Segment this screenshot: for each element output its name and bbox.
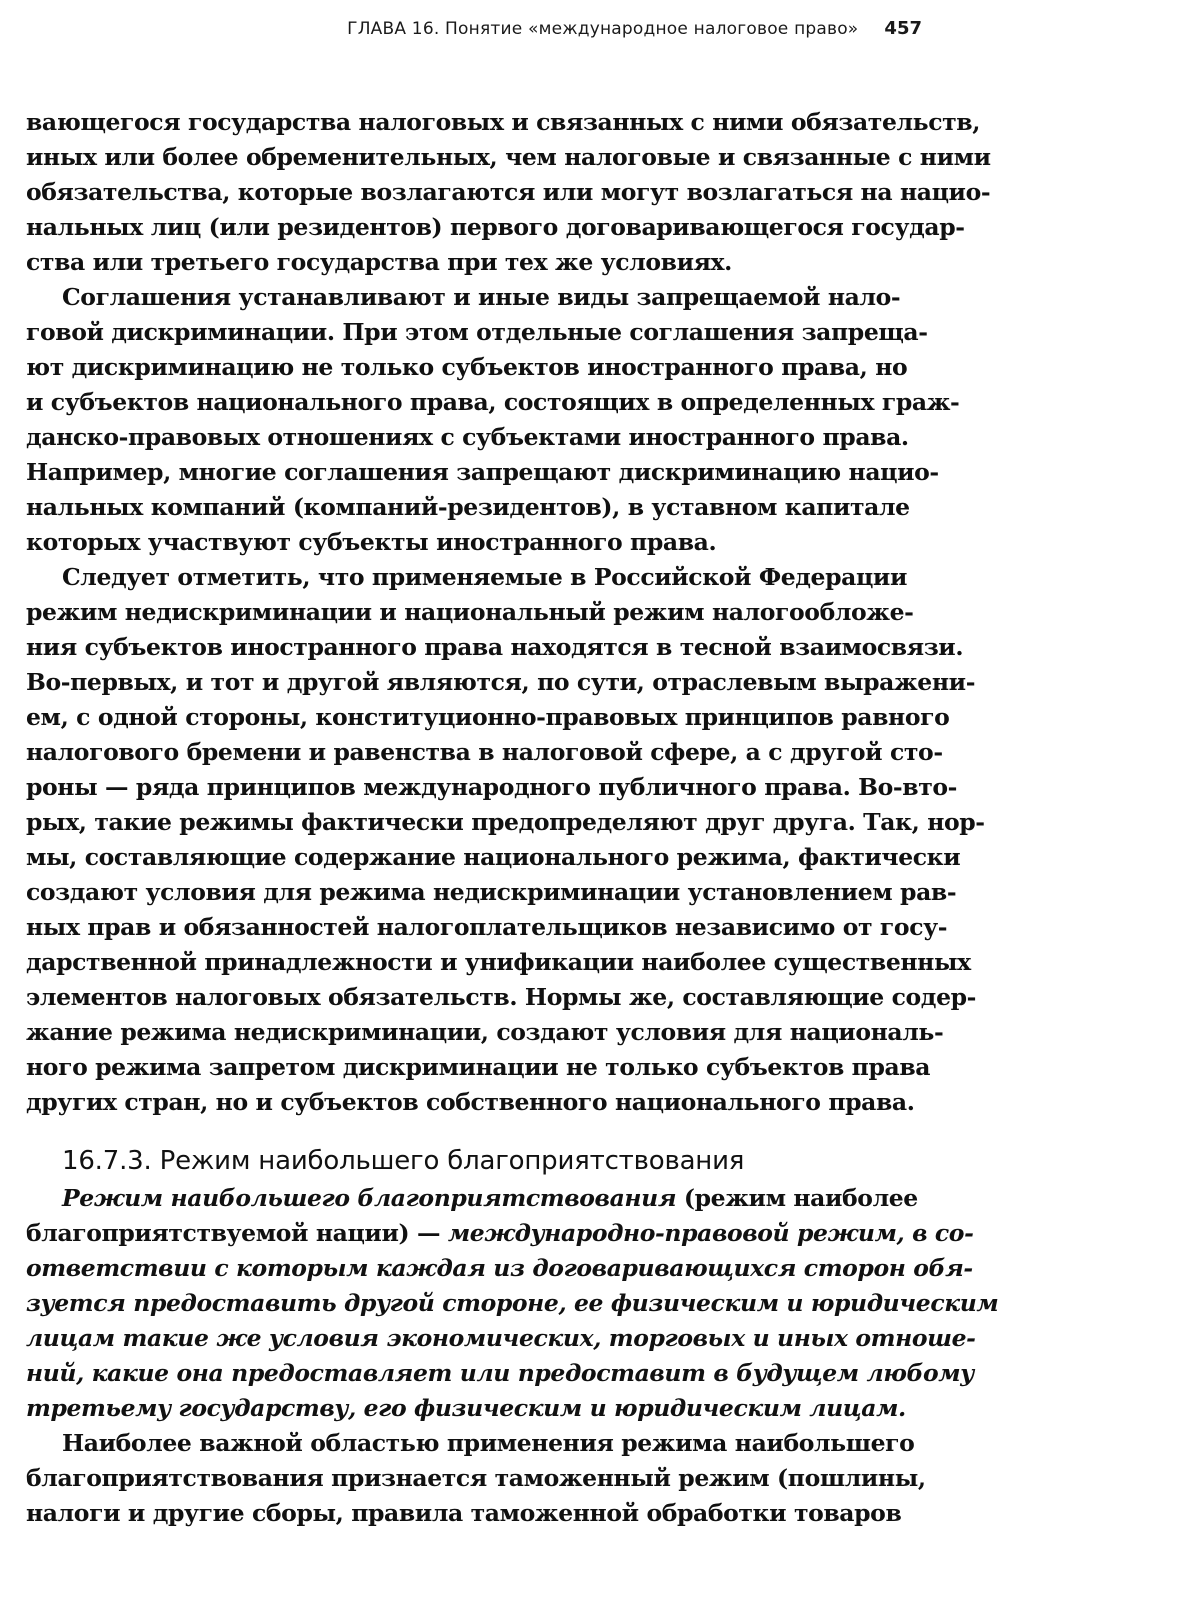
- page-number: 457: [884, 18, 922, 39]
- text-line: говой дискриминации. При этом отдельные соглашения запреща-: [26, 318, 928, 346]
- text-line: режим недискриминации и национальный режим налогообложе-: [26, 598, 914, 626]
- text-line: ответствии с которым каждая из договаривающихся сторон обя-: [26, 1254, 973, 1282]
- text-line: данско-правовых отношениях с субъектами иностранного права.: [26, 423, 909, 451]
- text-line: Например, многие соглашения запрещают дискриминацию нацио-: [26, 458, 939, 486]
- text-line: и субъектов национального права, состоящих в определенных граж-: [26, 388, 960, 416]
- text-line: жание режима недискриминации, создают условия для националь-: [26, 1018, 944, 1046]
- text-line: элементов налоговых обязательств. Нормы же, составляющие содер-: [26, 983, 977, 1011]
- text-line: других стран, но и субъектов собственного национального права.: [26, 1088, 915, 1116]
- paragraph: [26, 280, 960, 560]
- text-span: (режим наиболее: [676, 1184, 918, 1212]
- running-header: [0, 18, 922, 39]
- text-line: нальных лиц (или резидентов) первого договаривающегося государ-: [26, 213, 965, 241]
- text-line: налогового бремени и равенства в налоговой сфере, а с другой сто-: [26, 738, 943, 766]
- text-line: обязательства, которые возлагаются или могут возлагаться на нацио-: [26, 178, 991, 206]
- text-line: ния субъектов иностранного права находятся в тесной взаимосвязи.: [26, 633, 964, 661]
- text-line: зуется предоставить другой стороне, ее физическим и юридическим: [26, 1289, 999, 1317]
- text-line: Следует отметить, что применяемые в Российской Федерации: [62, 563, 907, 591]
- definition-paragraph: [26, 1181, 999, 1426]
- text-line: создают условия для режима недискриминации установлением рав-: [26, 878, 957, 906]
- text-line: ного режима запретом дискриминации не только субъектов права: [26, 1053, 931, 1081]
- text-line: налоги и другие сборы, правила таможенной обработки товаров: [26, 1499, 902, 1527]
- text-line: лицам такие же условия экономических, торговых и иных отноше-: [26, 1324, 976, 1352]
- text-line: [26, 1216, 974, 1251]
- text-line: роны — ряда принципов международного публичного права. Во-вто-: [26, 773, 957, 801]
- chapter-title: ГЛАВА 16. Понятие «международное налоговое право»: [347, 19, 859, 39]
- text-line: ных прав и обязанностей налогоплательщиков независимо от госу-: [26, 913, 948, 941]
- text-span: благоприятствуемой нации) —: [26, 1219, 448, 1247]
- paragraph: [26, 1426, 926, 1531]
- paragraph: [26, 560, 985, 1120]
- text-line: рых, такие режимы фактически предопределяют друг друга. Так, нор-: [26, 808, 985, 836]
- text-line: мы, составляющие содержание национального режима, фактически: [26, 843, 961, 871]
- text-line: дарственной принадлежности и унификации наиболее существенных: [26, 948, 971, 976]
- section-heading: 16.7.3. Режим наибольшего благоприятствования: [62, 1146, 745, 1176]
- text-line: ем, с одной стороны, конституционно-правовых принципов равного: [26, 703, 950, 731]
- text-line: Наиболее важной областью применения режима наибольшего: [62, 1429, 915, 1457]
- text-line: ний, какие она предоставляет или предоставит в будущем любому: [26, 1359, 974, 1387]
- text-line: нальных компаний (компаний-резидентов), в уставном капитале: [26, 493, 910, 521]
- text-line: ства или третьего государства при тех же условиях.: [26, 248, 732, 276]
- text-line: третьему государству, его физическим и юридическим лицам.: [26, 1394, 906, 1422]
- text-line: [26, 1181, 918, 1216]
- definition-text: международно-правовой режим, в со-: [447, 1219, 974, 1247]
- text-line: ют дискриминацию не только субъектов иностранного права, но: [26, 353, 908, 381]
- text-line: Соглашения устанавливают и иные виды запрещаемой нало-: [62, 283, 901, 311]
- text-line: вающегося государства налоговых и связанных с ними обязательств,: [26, 108, 981, 136]
- paragraph-continuation: [26, 105, 991, 280]
- text-line: благоприятствования признается таможенный режим (пошлины,: [26, 1464, 926, 1492]
- text-line: Во-первых, и тот и другой являются, по сути, отраслевым выражени-: [26, 668, 976, 696]
- defined-term: Режим наибольшего благоприятствования: [62, 1184, 677, 1212]
- page-body: [26, 105, 999, 1531]
- text-line: которых участвуют субъекты иностранного права.: [26, 528, 717, 556]
- text-line: иных или более обременительных, чем налоговые и связанные с ними: [26, 143, 991, 171]
